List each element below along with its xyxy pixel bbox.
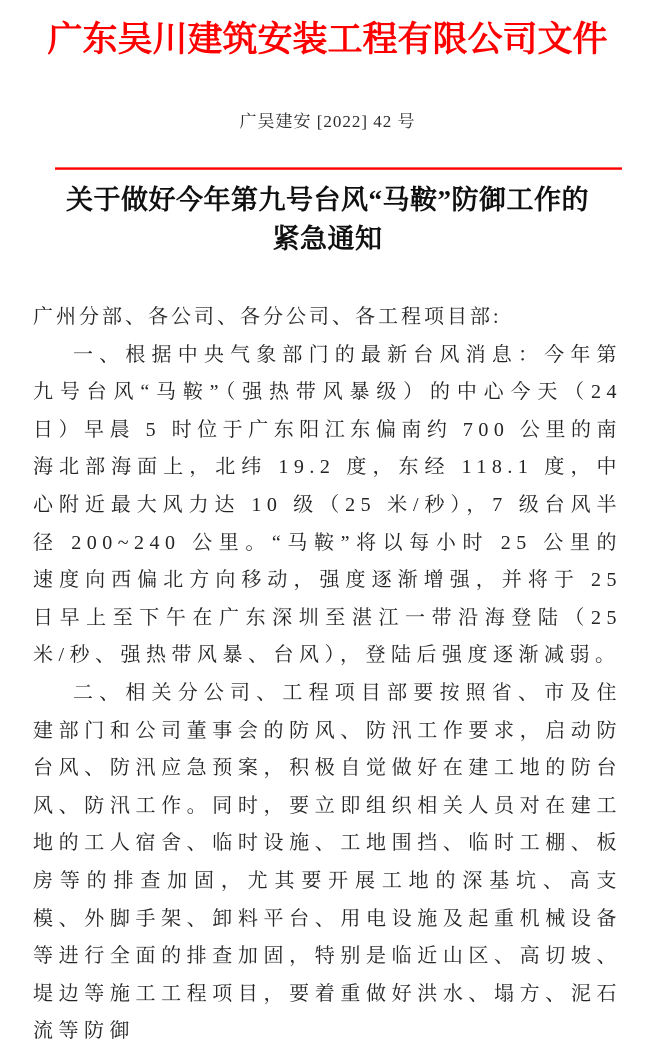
document-number: 广吴建安 [2022] 42 号 xyxy=(239,112,416,131)
notice-title-line-1: 关于做好今年第九号台风“马鞍”防御工作的 xyxy=(66,185,589,215)
document-page xyxy=(0,16,655,1043)
paragraph-work-requirements: 二、相关分公司、工程项目部要按照省、市及住建部门和公司董事会的防风、防汛工作要求，启动防台风、防汛应急预案，积极自觉做好在建工地的防台风、防汛工作。同时，要立即组织相关人员对在建工地的工人宿舍、临时设施、工地围挡、临时工棚、板房等的排查加固，尤其要开展工地的深基坑、高支模、外脚手架、卸料平台、用电设施及起重机械设备等进行全面的排查加固，特别是临近山区、高切坡、堤边等施工工程项目，要着重做好洪水、塌方、泥石流等防御 xyxy=(33,681,622,1043)
company-document-header: 广东吴川建筑安装工程有限公司文件 xyxy=(47,20,608,59)
notice-title xyxy=(33,181,622,259)
notice-title-line-2: 紧急通知 xyxy=(272,224,383,254)
document-body xyxy=(33,299,622,1051)
paragraph-typhoon-info: 一、根据中央气象部门的最新台风消息：今年第九号台风“马鞍”（强热带风暴级）的中心今天（24 日）早晨 5 时位于广东阳江东偏南约 700 公里的南海北部海面上，北纬 19.2 度，东经 118.1 度，中心附近最大风力达 10 级（25 米/秒），7 级台风半径 200~240 公里。“马鞍”将以每小时 25 公里的速度向西偏北方向移动，强度逐渐增强，并将于 25 日早上至下午在广东深圳至湛江一带沿海登陆（25 米/秒、强热带风暴、台风），登陆后强度逐渐减弱。 xyxy=(33,343,622,667)
salutation-line: 广州分部、各公司、各分公司、各工程项目部: xyxy=(33,306,502,328)
red-divider-line xyxy=(55,167,622,170)
